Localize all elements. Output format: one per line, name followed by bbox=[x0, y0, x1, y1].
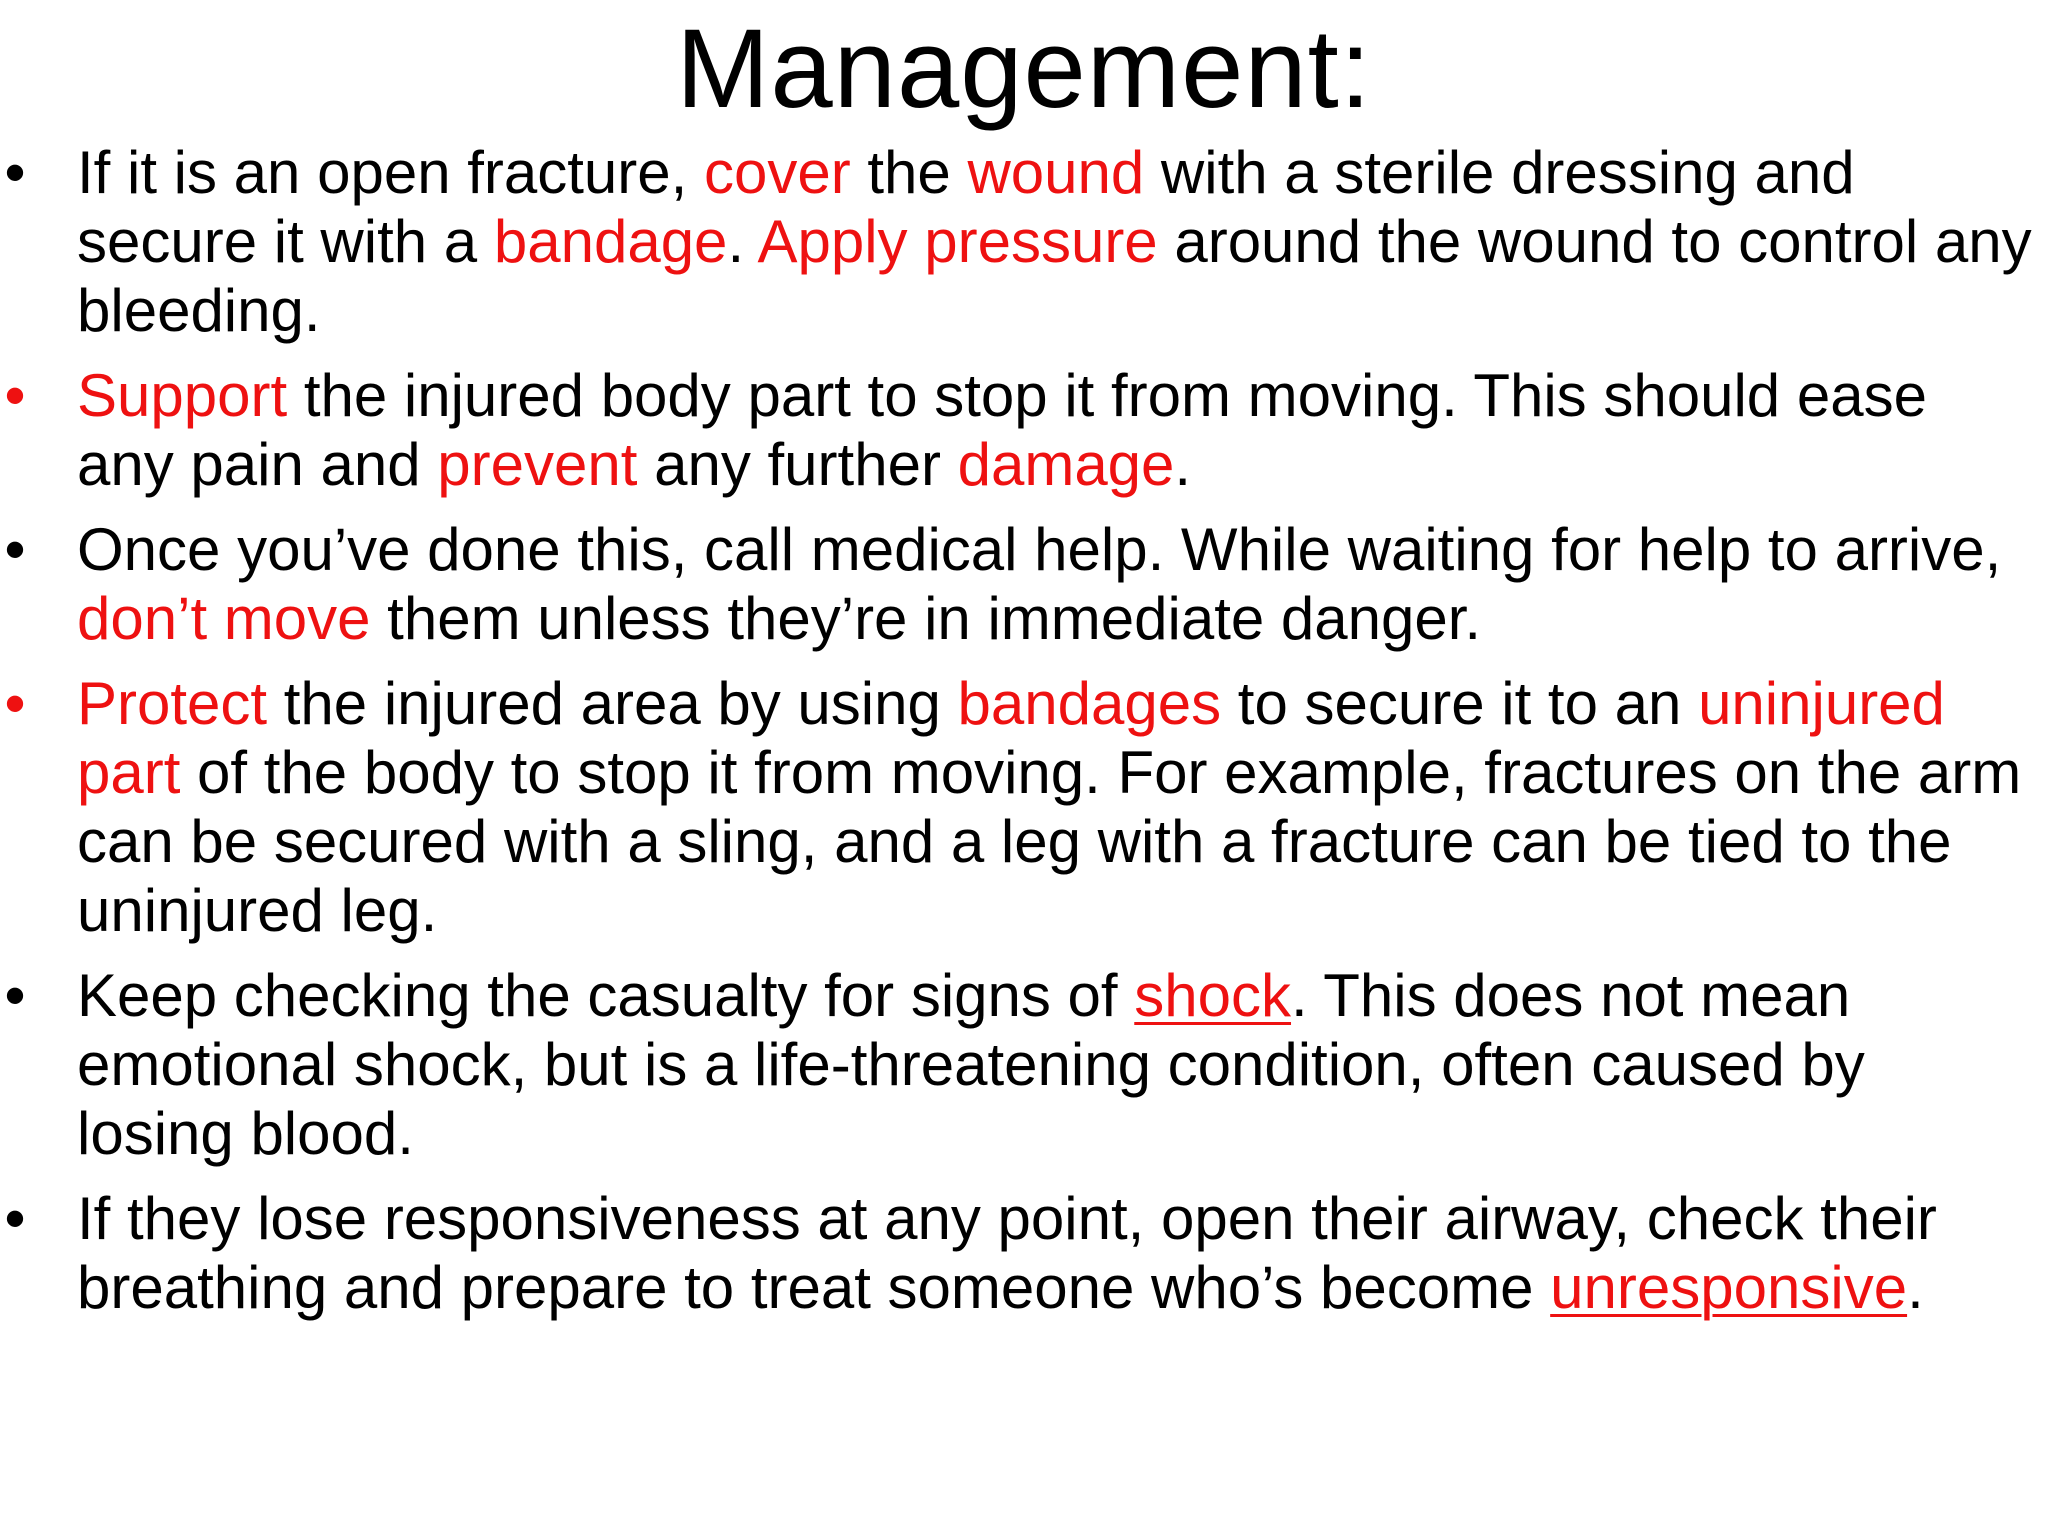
bullet-marker: • bbox=[4, 1185, 26, 1252]
highlighted-text: Protect bbox=[77, 670, 268, 737]
text-segment: . This does not mean emotional shock, but is a life-threatening condition, often caused by losing blood. bbox=[77, 962, 1865, 1167]
bullet-marker: • bbox=[4, 516, 26, 583]
highlighted-text: wound bbox=[967, 139, 1145, 206]
bullet-marker: • bbox=[4, 139, 26, 206]
bullet-text bbox=[77, 516, 2001, 652]
bullet-text bbox=[77, 362, 1927, 498]
text-segment: them unless they’re in immediate danger. bbox=[370, 585, 1482, 652]
bullet-item bbox=[0, 961, 2048, 1168]
text-segment: with a sterile dressing and secure it with a bbox=[77, 139, 1855, 275]
hyperlink-unresponsive[interactable]: unresponsive bbox=[1550, 1254, 1908, 1321]
highlighted-text: damage bbox=[957, 431, 1175, 498]
text-segment: to secure it to an bbox=[1221, 670, 1699, 737]
highlighted-text: Support bbox=[77, 362, 288, 429]
bullet-marker: • bbox=[4, 670, 26, 737]
bullet-item bbox=[0, 138, 2048, 345]
text-segment: the injured area by using bbox=[267, 670, 958, 737]
text-segment: of the body to stop it from moving. For example, fractures on the arm can be secured with a sling, and a leg with a fracture can be tied to the uninjured leg. bbox=[77, 739, 2022, 944]
highlighted-text: bandages bbox=[957, 670, 1222, 737]
text-segment: the bbox=[850, 139, 968, 206]
highlighted-text: bandage bbox=[493, 208, 728, 275]
bullet-item bbox=[0, 515, 2048, 653]
highlighted-text: uninjured part bbox=[77, 670, 1945, 806]
slide-title: Management: bbox=[676, 6, 1372, 131]
bullet-text bbox=[77, 670, 2021, 944]
bullet-text bbox=[77, 1185, 1937, 1321]
bullet-text bbox=[77, 962, 1865, 1167]
bullet-item bbox=[0, 361, 2048, 499]
highlighted-text: cover bbox=[703, 139, 851, 206]
highlighted-text: prevent bbox=[437, 431, 638, 498]
bullet-marker: • bbox=[4, 962, 26, 1029]
bullet-item bbox=[0, 1184, 2048, 1322]
hyperlink-shock[interactable]: shock bbox=[1134, 962, 1292, 1029]
bullet-text bbox=[77, 139, 2032, 344]
text-segment: . bbox=[727, 208, 758, 275]
text-segment: Keep checking the casualty for signs of bbox=[77, 962, 1135, 1029]
bullet-item bbox=[0, 669, 2048, 945]
bullet-marker: • bbox=[4, 362, 26, 429]
text-segment: the injured body part to stop it from moving. This should ease any pain and bbox=[77, 362, 1927, 498]
text-segment: . bbox=[1907, 1254, 1924, 1321]
bullet-list bbox=[0, 138, 2048, 1338]
text-segment: If they lose responsiveness at any point, open their airway, check their breathing and prepare to treat someone who’s become bbox=[77, 1185, 1937, 1321]
text-segment: any further bbox=[637, 431, 958, 498]
text-segment: Once you’ve done this, call medical help. While waiting for help to arrive, bbox=[77, 516, 2002, 583]
text-segment: If it is an open fracture, bbox=[77, 139, 704, 206]
text-segment: around the wound to control any bleeding. bbox=[77, 208, 2032, 344]
highlighted-text: don’t move bbox=[77, 585, 371, 652]
highlighted-text: Apply pressure bbox=[757, 208, 1158, 275]
text-segment: . bbox=[1174, 431, 1192, 498]
